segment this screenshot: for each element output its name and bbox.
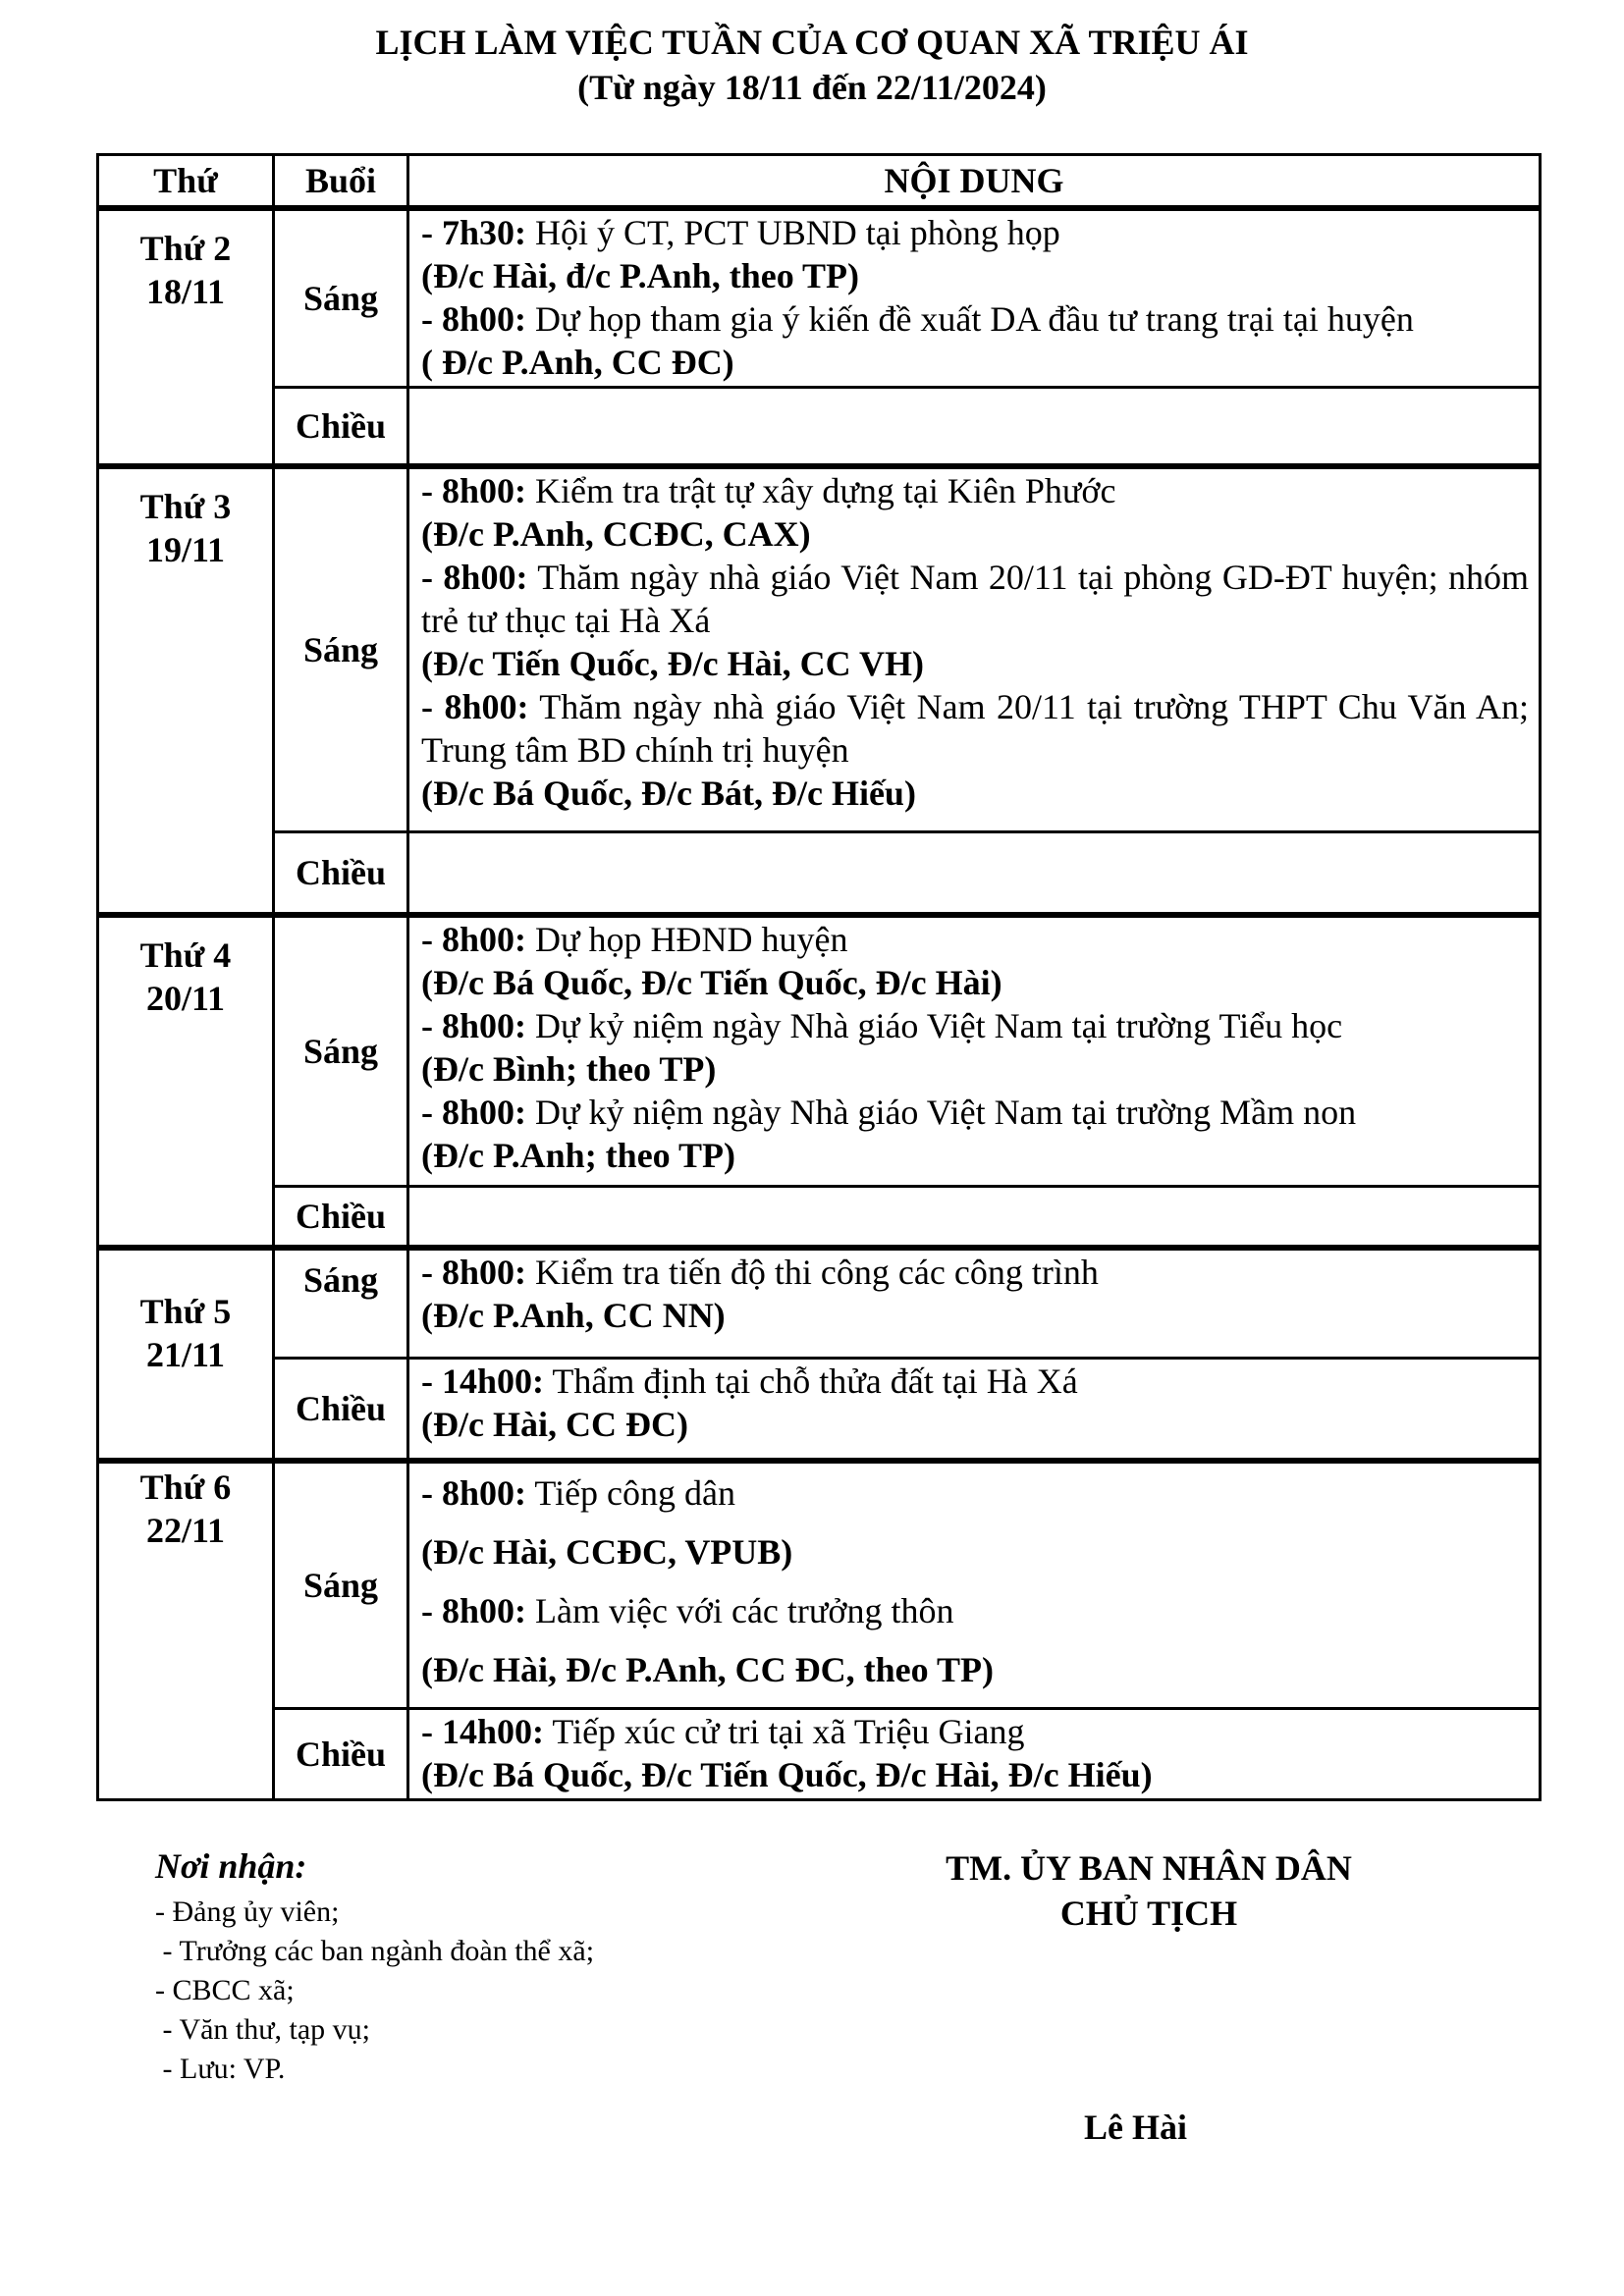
document-title: LỊCH LÀM VIỆC TUẦN CỦA CƠ QUAN XÃ TRIỆU ÁI bbox=[375, 23, 1249, 62]
table-row bbox=[98, 1359, 1541, 1462]
session-morning: Sáng bbox=[274, 1461, 408, 1709]
schedule-item: - 8h00: Dự họp HĐND huyện bbox=[421, 920, 848, 959]
day-name: Thứ 3 bbox=[139, 487, 232, 526]
participants: (Đ/c Hài, CC ĐC) bbox=[421, 1405, 688, 1444]
schedule-item: - 8h00: Tiếp công dân bbox=[421, 1473, 736, 1513]
table-row bbox=[98, 832, 1541, 916]
session-morning: Sáng bbox=[274, 915, 408, 1187]
day-date: 18/11 bbox=[145, 272, 225, 311]
schedule-item: - 8h00: Làm việc với các trưởng thôn bbox=[421, 1591, 954, 1630]
participants: (Đ/c Bá Quốc, Đ/c Tiến Quốc, Đ/c Hài, Đ/c Hiếu) bbox=[421, 1755, 1153, 1794]
list-item: - Lưu: VP. bbox=[155, 2053, 286, 2085]
content-cell bbox=[408, 915, 1541, 1187]
session-morning: Sáng bbox=[274, 466, 408, 832]
organization-label: TM. ỦY BAN NHÂN DÂN bbox=[946, 1848, 1352, 1888]
recipients-block bbox=[155, 1845, 594, 2089]
day-date: 20/11 bbox=[145, 979, 225, 1018]
content-cell bbox=[408, 208, 1541, 388]
day-date: 19/11 bbox=[145, 530, 225, 569]
content-cell bbox=[408, 832, 1541, 916]
participants: (Đ/c P.Anh, CC NN) bbox=[421, 1296, 726, 1335]
list-item: - Văn thư, tạp vụ; bbox=[155, 2013, 371, 2046]
day-name: Thứ 2 bbox=[139, 229, 232, 268]
content-cell bbox=[408, 1248, 1541, 1359]
signature-block bbox=[844, 1845, 1453, 1936]
schedule-item: - 7h30: Hội ý CT, PCT UBND tại phòng họp bbox=[421, 213, 1060, 252]
content-cell bbox=[408, 1187, 1541, 1249]
day-cell bbox=[98, 915, 274, 1248]
participants: (Đ/c Bá Quốc, Đ/c Bát, Đ/c Hiếu) bbox=[421, 774, 916, 813]
schedule-item: - 8h00: Dự kỷ niệm ngày Nhà giáo Việt Nam tại trường Tiểu học bbox=[421, 1006, 1343, 1045]
content-cell bbox=[408, 388, 1541, 467]
schedule-item: - 8h00: Dự kỷ niệm ngày Nhà giáo Việt Nam tại trường Mầm non bbox=[421, 1093, 1357, 1132]
session-afternoon: Chiều bbox=[274, 832, 408, 916]
schedule-item: - 14h00: Tiếp xúc cử tri tại xã Triệu Giang bbox=[421, 1712, 1025, 1751]
participants: (Đ/c P.Anh, CCĐC, CAX) bbox=[421, 514, 811, 554]
participants: (Đ/c Bình; theo TP) bbox=[421, 1049, 717, 1089]
recipients-title: Nơi nhận: bbox=[155, 1846, 307, 1886]
schedule-item: - 8h00: Kiểm tra tiến độ thi công các công trình bbox=[421, 1253, 1099, 1292]
day-name: Thứ 5 bbox=[139, 1292, 232, 1331]
participants: (Đ/c P.Anh; theo TP) bbox=[421, 1136, 736, 1175]
participants: (Đ/c Hài, CCĐC, VPUB) bbox=[421, 1532, 793, 1572]
content-cell bbox=[408, 466, 1541, 832]
signer-name: Lê Hài bbox=[1084, 2108, 1187, 2147]
table-row bbox=[98, 466, 1541, 832]
day-cell bbox=[98, 1248, 274, 1461]
schedule-item: - 8h00: Kiểm tra trật tự xây dựng tại Kiên Phước bbox=[421, 471, 1116, 510]
list-item: - Trưởng các ban ngành đoàn thể xã; bbox=[155, 1935, 595, 1967]
participants: ( Đ/c P.Anh, CC ĐC) bbox=[421, 343, 734, 382]
day-cell bbox=[98, 1461, 274, 1800]
content-cell bbox=[408, 1709, 1541, 1800]
session-afternoon: Chiều bbox=[274, 1709, 408, 1800]
table-row bbox=[98, 208, 1541, 388]
session-afternoon: Chiều bbox=[274, 1187, 408, 1249]
session-morning: Sáng bbox=[274, 1248, 408, 1359]
recipients-list bbox=[155, 1893, 594, 2089]
schedule-item: - 8h00: Thăm ngày nhà giáo Việt Nam 20/11 tại trường THPT Chu Văn An; Trung tâm BD chính trị huyện bbox=[421, 687, 1529, 770]
session-morning: Sáng bbox=[274, 208, 408, 388]
list-item: - CBCC xã; bbox=[155, 1974, 295, 2006]
schedule-item: - 8h00: Dự họp tham gia ý kiến đề xuất DA đầu tư trang trại tại huyện bbox=[421, 299, 1414, 339]
table-row bbox=[98, 1187, 1541, 1249]
table-header-row bbox=[98, 155, 1541, 209]
day-name: Thứ 6 bbox=[139, 1468, 232, 1507]
content-cell bbox=[408, 1461, 1541, 1709]
table-row bbox=[98, 1248, 1541, 1359]
table-row bbox=[98, 1461, 1541, 1709]
participants: (Đ/c Tiến Quốc, Đ/c Hài, CC VH) bbox=[421, 644, 924, 683]
day-name: Thứ 4 bbox=[139, 935, 232, 975]
document-subtitle: (Từ ngày 18/11 đến 22/11/2024) bbox=[577, 68, 1047, 107]
position-label: CHỦ TỊCH bbox=[1059, 1894, 1238, 1933]
day-cell bbox=[98, 466, 274, 915]
session-afternoon: Chiều bbox=[274, 1359, 408, 1462]
table-row bbox=[98, 1709, 1541, 1800]
schedule-item: - 8h00: Thăm ngày nhà giáo Việt Nam 20/11 tại phòng GD-ĐT huyện; nhóm trẻ tư thục tại Hà Xá bbox=[421, 558, 1530, 640]
day-date: 22/11 bbox=[145, 1511, 225, 1550]
schedule-item: - 14h00: Thẩm định tại chỗ thửa đất tại Hà Xá bbox=[421, 1362, 1078, 1401]
list-item: - Đảng ủy viên; bbox=[155, 1896, 340, 1928]
session-afternoon: Chiều bbox=[274, 388, 408, 467]
content-cell bbox=[408, 1359, 1541, 1462]
table-row bbox=[98, 388, 1541, 467]
header-session: Buổi bbox=[274, 155, 408, 209]
schedule-table bbox=[96, 153, 1542, 1801]
header-content: NỘI DUNG bbox=[408, 155, 1541, 209]
table-row bbox=[98, 915, 1541, 1187]
participants: (Đ/c Hài, đ/c P.Anh, theo TP) bbox=[421, 256, 860, 295]
day-cell bbox=[98, 208, 274, 466]
participants: (Đ/c Hài, Đ/c P.Anh, CC ĐC, theo TP) bbox=[421, 1650, 994, 1689]
day-date: 21/11 bbox=[145, 1335, 225, 1374]
header-day: Thứ bbox=[98, 155, 274, 209]
participants: (Đ/c Bá Quốc, Đ/c Tiến Quốc, Đ/c Hài) bbox=[421, 963, 1002, 1002]
